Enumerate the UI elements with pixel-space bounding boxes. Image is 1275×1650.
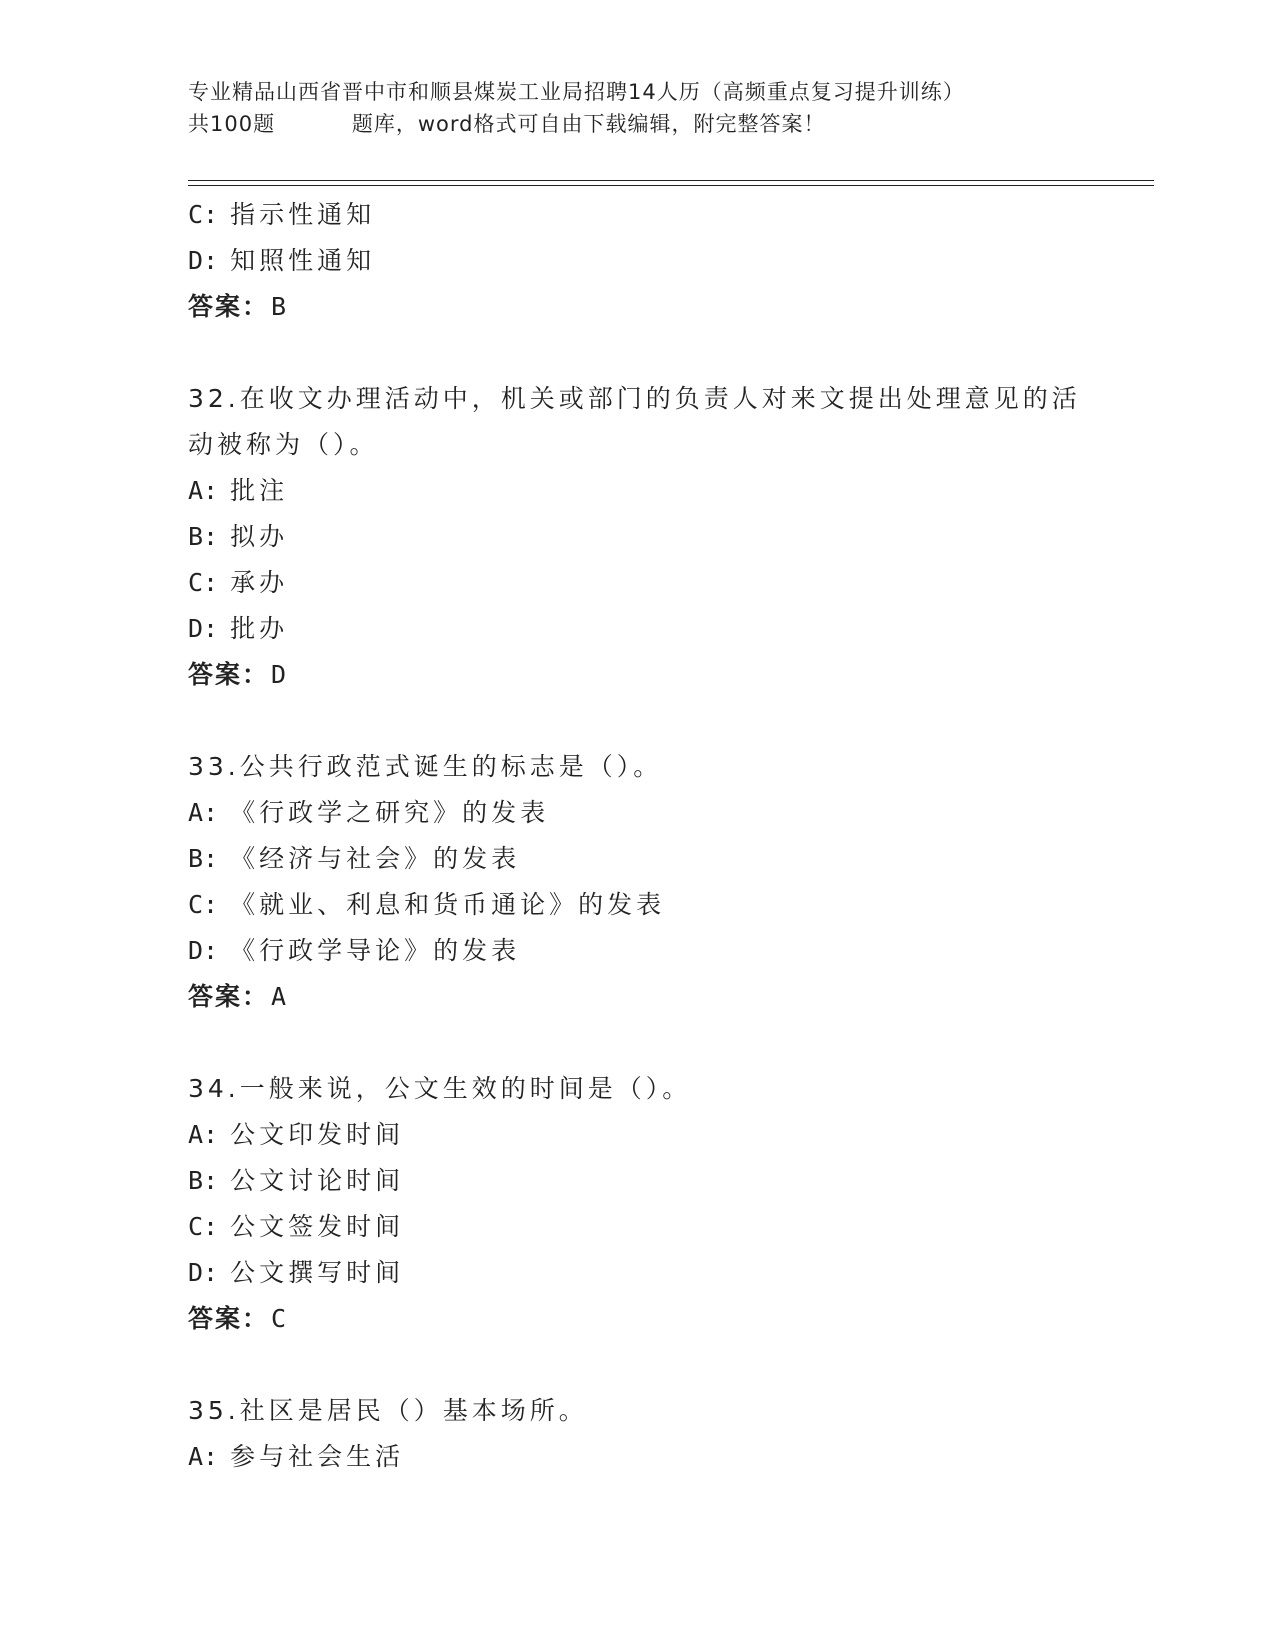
question-list — [188, 192, 1088, 1480]
option-a: A: 参与社会生活 — [188, 1442, 405, 1471]
question-block-33 — [188, 744, 1088, 1020]
question-block-32 — [188, 376, 1088, 698]
question-stem: 35.社区是居民（）基本场所。 — [188, 1396, 588, 1425]
option-c: C: 承办 — [188, 568, 289, 597]
option-d: D: 批办 — [188, 614, 289, 643]
option-b: B: 《经济与社会》的发表 — [188, 844, 521, 873]
header-question-count: 共100题 — [188, 112, 276, 136]
option-b: B: 拟办 — [188, 522, 289, 551]
question-block-35 — [188, 1388, 1088, 1480]
question-block-prev — [188, 192, 1088, 330]
document-header — [188, 76, 1068, 140]
question-stem-continued: 动被称为（）。 — [188, 430, 379, 459]
header-divider-top — [188, 180, 1154, 181]
header-subtitle-line — [188, 108, 1068, 140]
question-stem: 33.公共行政范式诞生的标志是（）。 — [188, 752, 663, 781]
option-b: B: 公文讨论时间 — [188, 1166, 405, 1195]
header-description: 题库，word格式可自由下载编辑，附完整答案！ — [351, 112, 826, 136]
option-d: D: 公文撰写时间 — [188, 1258, 405, 1287]
answer-line: 答案：D — [188, 660, 289, 689]
answer-line: 答案：C — [188, 1304, 289, 1333]
question-stem: 32.在收文办理活动中，机关或部门的负责人对来文提出处理意见的活 — [188, 384, 1081, 413]
option-a: A: 《行政学之研究》的发表 — [188, 798, 550, 827]
header-divider-bottom — [188, 185, 1154, 186]
header-title-line: 专业精品山西省晋中市和顺县煤炭工业局招聘14人历（高频重点复习提升训练） — [188, 80, 965, 104]
answer-line: 答案：B — [188, 292, 289, 321]
option-c: C: 公文签发时间 — [188, 1212, 405, 1241]
option-d: D: 《行政学导论》的发表 — [188, 936, 521, 965]
question-stem: 34.一般来说，公文生效的时间是（）。 — [188, 1074, 692, 1103]
option-c: C: 《就业、利息和货币通论》的发表 — [188, 890, 666, 919]
option-a: A: 公文印发时间 — [188, 1120, 405, 1149]
question-block-34 — [188, 1066, 1088, 1342]
option-c: C: 指示性通知 — [188, 200, 376, 229]
answer-line: 答案：A — [188, 982, 289, 1011]
option-a: A: 批注 — [188, 476, 289, 505]
option-d: D: 知照性通知 — [188, 246, 376, 275]
